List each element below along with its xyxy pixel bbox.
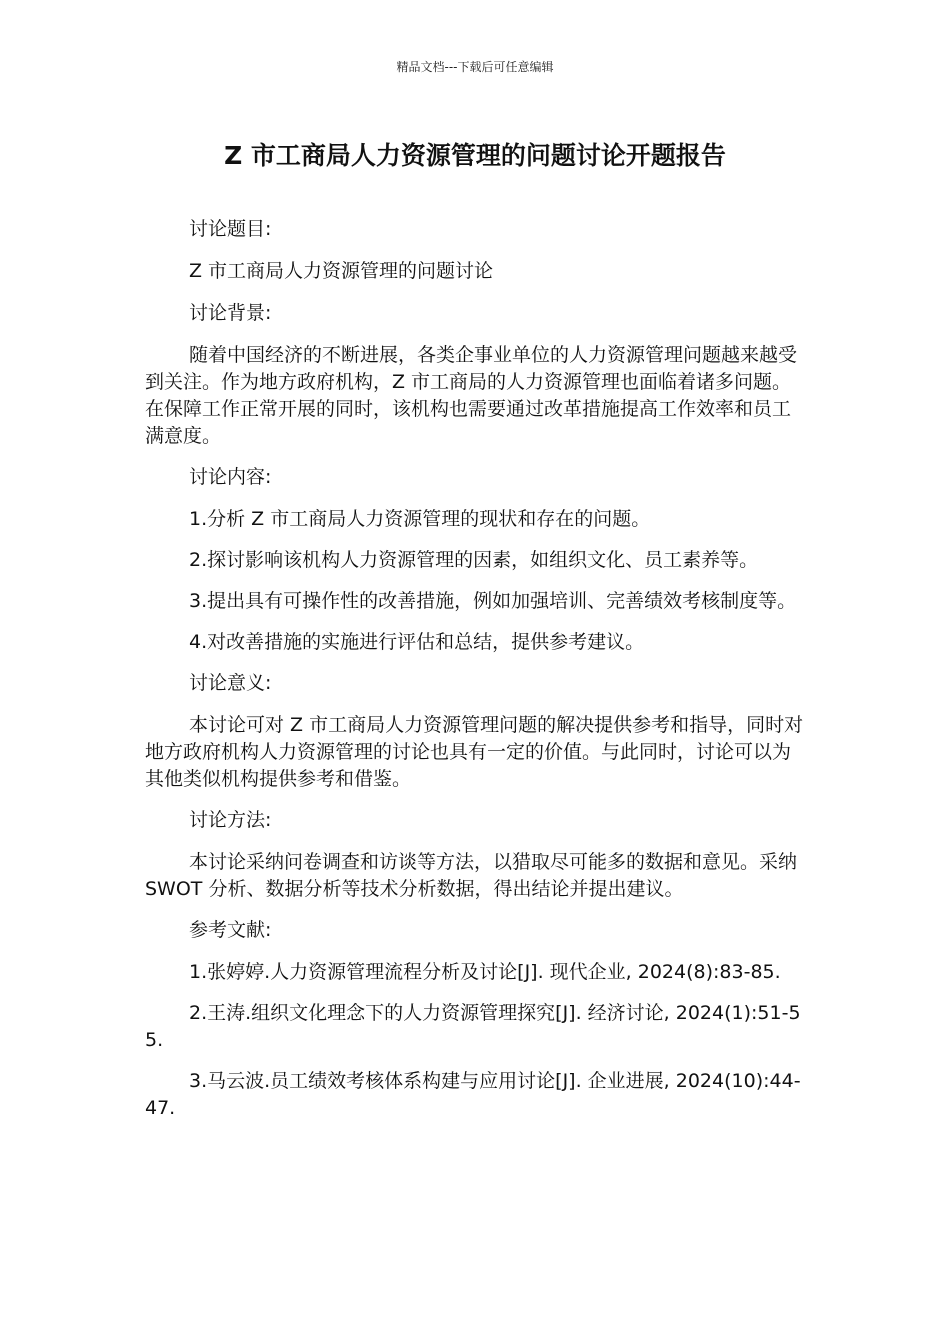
- significance-heading: 讨论意义:: [189, 672, 272, 694]
- page-header-note: 精品文档---下载后可任意编辑: [396, 60, 554, 74]
- content-item-3: 3.提出具有可操作性的改善措施，例如加强培训、完善绩效考核制度等。: [189, 590, 797, 612]
- document-title: Z 市工商局人力资源管理的问题讨论开题报告: [224, 141, 726, 170]
- reference-item-1: 1.张婷婷.人力资源管理流程分析及讨论[J]. 现代企业, 2024(8):83-85.: [189, 961, 781, 983]
- method-heading: 讨论方法:: [189, 809, 272, 831]
- significance-paragraph: 本讨论可对 Z 市工商局人力资源管理问题的解决提供参考和指导，同时对地方政府机构人力资源管理的讨论也具有一定的价值。与此同时，讨论可以为其他类似机构提供参考和借鉴。: [145, 714, 804, 790]
- background-paragraph: 随着中国经济的不断进展，各类企事业单位的人力资源管理问题越来越受到关注。作为地方政府机构，Z 市工商局的人力资源管理也面临着诸多问题。在保障工作正常开展的同时，该机构也需要通过改革措施提高工作效率和员工满意度。: [145, 344, 798, 447]
- topic-heading: 讨论题目:: [189, 218, 272, 240]
- content-item-1: 1.分析 Z 市工商局人力资源管理的现状和存在的问题。: [189, 508, 651, 530]
- references-heading: 参考文献:: [189, 919, 272, 941]
- reference-item-2: 2.王涛.组织文化理念下的人力资源管理探究[J]. 经济讨论, 2024(1):51-55.: [145, 1002, 801, 1051]
- background-heading: 讨论背景:: [189, 302, 272, 324]
- content-heading: 讨论内容:: [189, 466, 272, 488]
- reference-item-3: 3.马云波.员工绩效考核体系构建与应用讨论[J]. 企业进展, 2024(10):44-47.: [145, 1070, 801, 1119]
- content-item-2: 2.探讨影响该机构人力资源管理的因素，如组织文化、员工素养等。: [189, 549, 759, 571]
- document-body: [145, 216, 807, 1136]
- content-item-4: 4.对改善措施的实施进行评估和总结，提供参考建议。: [189, 631, 645, 653]
- method-paragraph: 本讨论采纳问卷调查和访谈等方法，以猎取尽可能多的数据和意见。采纳 SWOT 分析、数据分析等技术分析数据，得出结论并提出建议。: [145, 851, 798, 900]
- topic-text: Z 市工商局人力资源管理的问题讨论: [189, 260, 494, 282]
